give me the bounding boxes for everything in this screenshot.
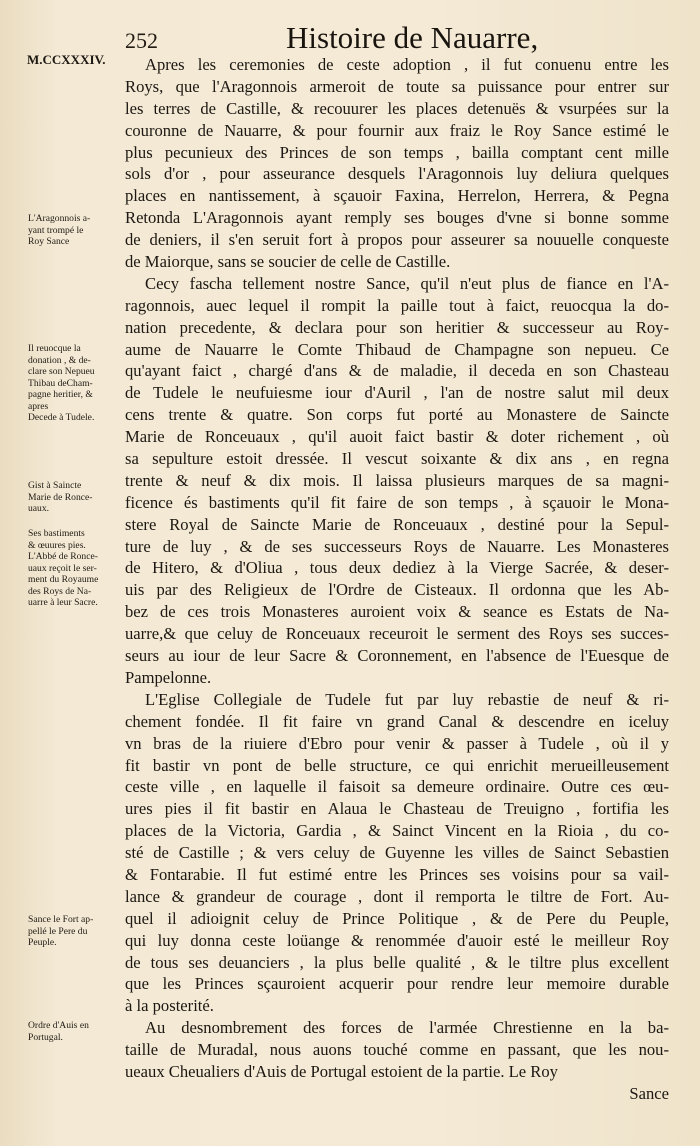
margin-note-aragonnois	[28, 213, 120, 248]
margin-note-line: ment du Royaume	[28, 574, 99, 585]
margin-note-line: & œuures pies.	[28, 539, 86, 551]
margin-note-line: donation , & de-	[28, 354, 91, 366]
text-line: vn bras de la riuiere d'Ebro pour venir & passer à Tudele , où il y	[125, 733, 669, 753]
margin-note-bastiments	[28, 528, 120, 609]
margin-note-line: apres	[28, 400, 49, 412]
text-line: quel il adioignit celuy de Prince Politique , & de Pere du Peuple,	[125, 908, 669, 928]
text-line: Retonda L'Aragonnois ayant remply ses bouges d'vne si bonne somme	[125, 208, 669, 228]
body-text	[125, 54, 669, 1105]
margin-note-ordre-auis	[28, 1020, 120, 1043]
margin-note-line: uaux.	[28, 503, 50, 514]
page-number: 252	[125, 28, 158, 53]
margin-note-line: pellé le Pere du	[28, 925, 88, 937]
text-line: sté de Castille ; & vers celuy de Guyenne les villes de Sainct Sebastien	[125, 843, 669, 863]
text-line: Cecy fascha tellement nostre Sance, qu'il n'eut plus de fiance en l'A-	[145, 273, 669, 293]
text-line: taille de Muradal, nous auons touché comme en passant, que les nou-	[125, 1040, 669, 1060]
margin-note-line: uaux reçoit le ser-	[28, 562, 97, 574]
text-line: chement fondée. Il fit faire vn grand Canal & descendre en iceluy	[125, 711, 669, 731]
margin-note-line: Marie de Ronce-	[28, 491, 93, 503]
text-line: de deniers, il s'en seruit fort à propos pour asseurer sa nouuelle conqueste	[125, 230, 669, 250]
text-line: Sance	[629, 1083, 669, 1103]
text-line: qui luy donna ceste loüange & renommée d'auoir esté le meilleur Roy	[125, 930, 669, 950]
text-line: places de la Victoria, Gardia , & Sainct Vincent en la Rioia , du co-	[125, 821, 669, 841]
text-line: de Hitero, & d'Oliua , tous deux dediez à la Vierge Sacrée, & deser-	[125, 558, 669, 578]
text-line: ceste ville , en laquelle il faisoit sa demeure ordinaire. Outre ces œu-	[125, 777, 669, 797]
margin-note-line: Ordre d'Auis en	[28, 1020, 89, 1031]
text-line: que les Princes sçauroient acquerir pour rendre leur memoire durable	[125, 974, 669, 994]
text-line: couronne de Nauarre, & pour fournir aux fraiz le Roy Sance estimé le	[125, 120, 669, 140]
margin-note-line: uarre à leur Sacre.	[28, 597, 98, 608]
text-line: sa sepulture estoit dressée. Il vescut soixante & dix ans , en regna	[125, 449, 669, 469]
text-line: qu'ayant faict , chargé d'ans & de maladie, il deceda en son Chasteau	[125, 361, 669, 381]
margin-note-line: Ses bastiments	[28, 528, 85, 539]
text-line: stere Royal de Saincte Marie de Ronceuaux , destiné pour la Sepul-	[125, 514, 669, 534]
margin-note-line: Il reuocque la	[28, 343, 81, 354]
text-line: de Tudele le neufuiesme iour d'Auril , l'an de nostre salut mil deux	[125, 383, 669, 403]
text-line: & Fontarabie. Il fut estimé entre les Princes ses voisins pour sa vail-	[125, 864, 669, 884]
text-line: sols d'or , pour asseurance desquels l'Aragonnois luy deliura quelques	[125, 164, 669, 184]
year-marginal: M.CCXXXIV.	[27, 52, 106, 67]
margin-note-reuocque	[28, 343, 120, 424]
margin-note-line: Gist à Saincte	[28, 480, 82, 491]
text-line: ficence és bastiments qu'il fit faire de son temps , à sçauoir le Mona-	[125, 492, 669, 512]
margin-note-line: des Roys de Na-	[28, 585, 92, 597]
text-line: cens trente & quatre. Son corps fut porté au Monastere de Saincte	[125, 405, 669, 425]
margin-note-line: L'Abbé de Ronce-	[28, 551, 98, 562]
text-line: plus pecunieux des Princes de son temps , bailla comptant cent mille	[125, 142, 669, 162]
text-line: Pampelonne.	[125, 667, 212, 687]
running-title: Histoire de Nauarre,	[286, 20, 539, 55]
text-line: Marie de Ronceuaux , qu'il auoit faict bastir & doter richement , où	[125, 427, 669, 447]
text-line: uarre,& que celuy de Ronceuaux receuroit le serment des Roys ses succes-	[125, 624, 669, 644]
margin-note-line: Thibau deCham-	[28, 377, 93, 389]
text-line: uis par des Religieux de l'Ordre de Cisteaux. Il ordonna que les Ab-	[125, 580, 669, 600]
margin-note-line: Peuple.	[28, 937, 57, 948]
margin-note-line: pagne heritier, &	[28, 389, 93, 400]
text-line: de tous ses deuanciers , la plus belle qualité , & le tiltre plus excellent	[125, 952, 669, 972]
text-line: L'Eglise Collegiale de Tudele fut par luy rebastie de neuf & ri-	[145, 689, 669, 709]
margin-note-line: Portugal.	[28, 1031, 63, 1043]
text-line: nation precedente, & declara pour son heritier & successeur au Roy-	[125, 317, 669, 337]
text-line: Au desnombrement des forces de l'armée Chrestienne en la ba-	[145, 1018, 669, 1038]
text-line: fit bastir vn pont de belle structure, ce qui enrichit merueilleusement	[125, 755, 669, 775]
text-line: Apres les ceremonies de ceste adoption , il fut conuenu entre les	[145, 55, 669, 74]
text-line: bez de ces trois Monasteres auroient voix & seance es Estats de Na-	[125, 602, 669, 622]
text-line: ragonnois, auec lequel il rompit la paille tout à faict, reuocqua la do-	[125, 295, 669, 315]
margin-note-line: yant trompé le	[28, 224, 84, 236]
text-line: lance & grandeur de courage , dont il remporta le tiltre de Fort. Au-	[125, 886, 669, 906]
margin-note-line: clare son Nepueu	[28, 366, 95, 377]
text-line: Roys, que l'Aragonnois armeroit de toute sa puissance pour entrer sur	[125, 76, 669, 96]
margin-note-line: Sance le Fort ap-	[28, 914, 94, 925]
text-line: les terres de Castille, & recouurer les places detenuës & vsurpées sur la	[125, 98, 669, 118]
text-line: seurs au iour de leur Sacre & Coronnement, en l'absence de l'Euesque de	[125, 646, 669, 666]
margin-note-line: Roy Sance	[28, 236, 70, 247]
text-line: aume de Nauarre le Comte Thibaud de Champagne son nepueu. Ce	[125, 339, 669, 359]
text-line: à la posterité.	[125, 996, 214, 1016]
margin-note-line: L'Aragonnois a-	[28, 213, 91, 224]
text-line: trente & neuf & dix mois. Il laissa plusieurs marques de sa magni-	[125, 470, 669, 490]
text-line: de Maiorque, sans se soucier de celle de Castille.	[125, 252, 451, 272]
margin-note-sance-fort	[28, 914, 120, 949]
margin-note-gist	[28, 480, 120, 515]
margin-note-line: Decede à Tudele.	[28, 412, 95, 423]
text-line: ures pies il fit bastir en Alaua le Chasteau de Treuigno , fortifia les	[125, 799, 669, 819]
text-line: ture de luy , & de ses successeurs Roys de Nauarre. Les Monasteres	[125, 536, 669, 556]
text-line: places en nantissement, à sçauoir Faxina, Herrelon, Herrera, & Pegna	[125, 186, 669, 206]
text-line: ueaux Cheualiers d'Auis de Portugal estoient de la partie. Le Roy	[125, 1061, 558, 1081]
